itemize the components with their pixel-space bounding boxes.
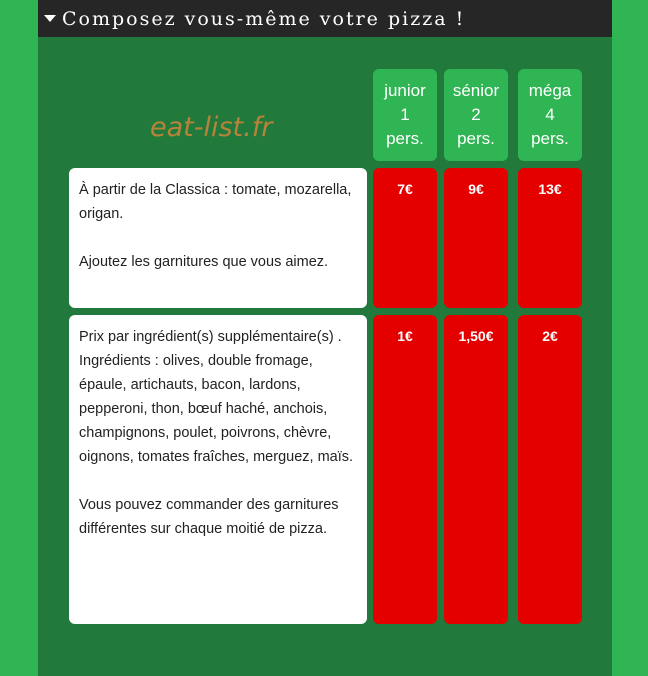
size-name: sénior	[452, 81, 500, 100]
description-line: Ajoutez les garnitures que vous aimez.	[79, 254, 329, 270]
description-line	[79, 469, 357, 493]
size-unit: pers.	[457, 129, 495, 148]
size-unit: pers.	[531, 129, 569, 148]
size-mega-header	[518, 69, 582, 161]
price-junior-extra: 1€	[373, 315, 437, 624]
base-pizza-description	[69, 168, 367, 308]
price-mega-base: 13€	[518, 168, 582, 308]
size-count: 1	[400, 105, 410, 124]
size-name: junior	[384, 81, 426, 100]
size-count: 2	[471, 105, 481, 124]
price-mega-extra: 2€	[518, 315, 582, 624]
description-line: À partir de la Classica : tomate, mozarella, origan.	[79, 182, 352, 222]
price-senior-base: 9€	[444, 168, 508, 308]
description-line: Vous pouvez commander des garnitures différentes sur chaque moitié de pizza.	[79, 497, 339, 537]
size-unit: pers.	[386, 129, 424, 148]
price-senior-extra: 1,50€	[444, 315, 508, 624]
size-senior-header	[444, 69, 508, 161]
site-logo: eat-list.fr	[150, 112, 273, 143]
caret-down-icon[interactable]	[44, 15, 56, 22]
section-header[interactable]	[38, 0, 612, 37]
size-count: 4	[545, 105, 555, 124]
section-title: Composez vous-même votre pizza !	[62, 7, 466, 30]
price-junior-base: 7€	[373, 168, 437, 308]
extra-ingredients-description	[69, 315, 367, 624]
description-line: Prix par ingrédient(s) supplémentaire(s) .	[79, 329, 342, 345]
description-line	[79, 226, 357, 250]
size-name: méga	[528, 81, 572, 100]
description-line: Ingrédients : olives, double fromage, épaule, artichauts, bacon, lardons, pepperoni, thon, bœuf haché, anchois, champignons, poulet, poivrons, chèvre, oignons, tomates fraîches, merguez, maïs.	[79, 353, 354, 465]
size-junior-header	[373, 69, 437, 161]
